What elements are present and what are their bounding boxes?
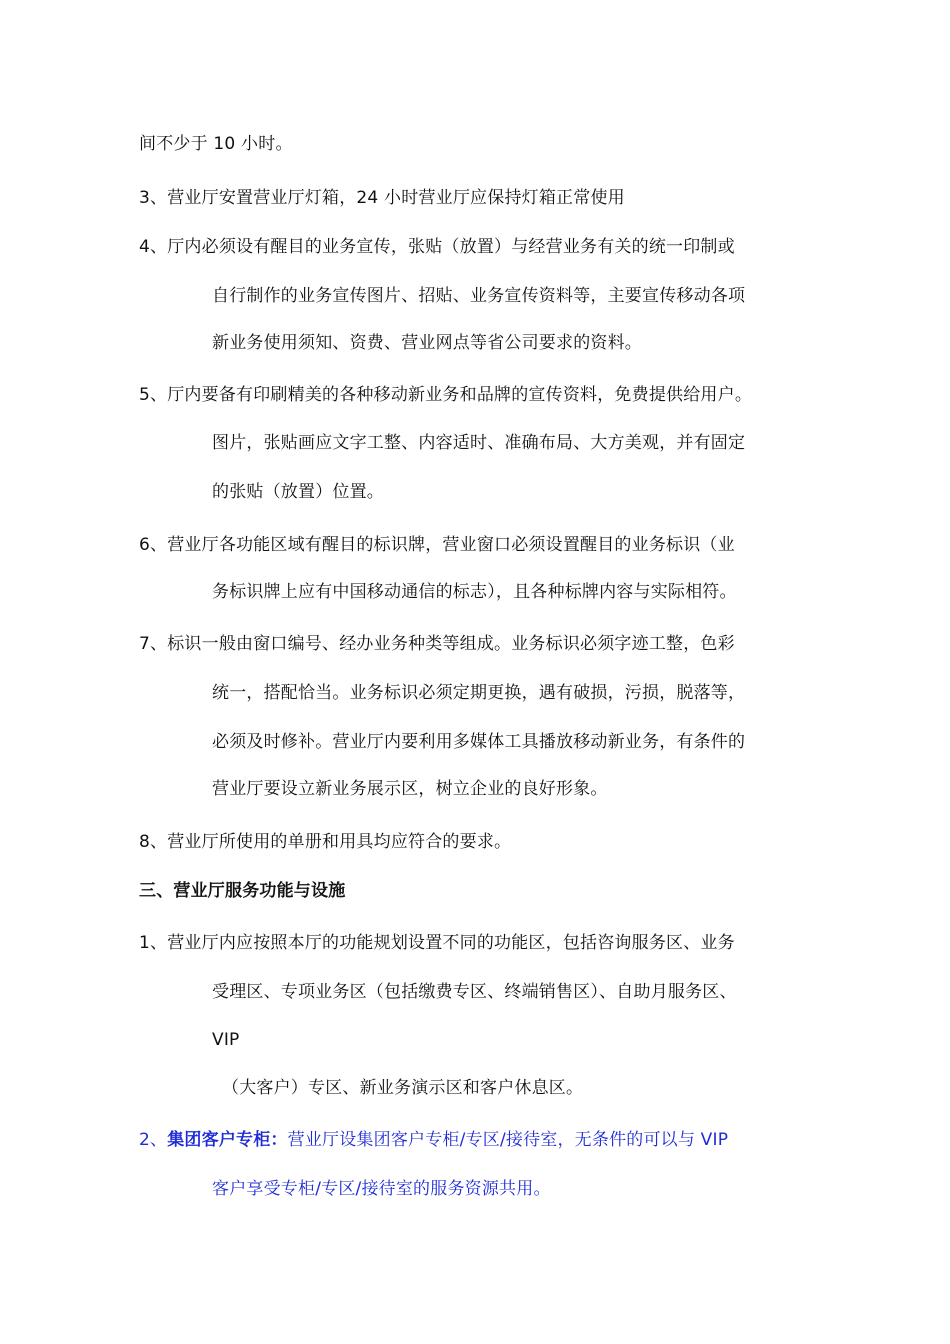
item-5-line-1: 5、厅内要备有印刷精美的各种移动新业务和品牌的宣传资料，免费提供给用户。 [139,385,753,405]
item-3-line: 3、营业厅安置营业厅灯箱，24 小时营业厅应保持灯箱正常使用 [139,188,625,208]
item-7-line-2: 统一，搭配恰当。业务标识必须定期更换，遇有破损，污损，脱落等， [212,683,746,703]
item-6-line-2: 务标识牌上应有中国移动通信的标志），且各种标牌内容与实际相符。 [212,582,737,602]
item-4-line-2: 自行制作的业务宣传图片、招贴、业务宣传资料等，主要宣传移动各项 [212,286,746,306]
item-number: 2、 [139,1130,168,1150]
section-item-1-line-4: （大客户）专区、新业务演示区和客户休息区。 [222,1078,584,1098]
item-5-line-2: 图片，张贴画应文字工整、内容适时、准确布局、大方美观，并有固定 [212,433,746,453]
section-item-2-line-2: 客户享受专柜/专区/接待室的服务资源共用。 [212,1179,551,1199]
item-7-line-3: 必须及时修补。营业厅内要利用多媒体工具播放移动新业务，有条件的 [212,732,746,752]
item-bold-label: 集团客户专柜： [167,1130,288,1150]
section-item-1-line-1: 1、营业厅内应按照本厅的功能规划设置不同的功能区，包括咨询服务区、业务 [139,933,735,953]
text-line-continuation: 间不少于 10 小时。 [139,134,293,154]
item-7-line-4: 营业厅要设立新业务展示区，树立企业的良好形象。 [212,779,608,799]
section-item-1-line-2: 受理区、专项业务区（包括缴费专区、终端销售区）、自助月服务区、 [212,982,737,1002]
item-4-line-1: 4、厅内必须设有醒目的业务宣传，张贴（放置）与经营业务有关的统一印制或 [139,237,735,257]
section-item-1-line-3: VIP [212,1030,240,1050]
item-6-line-1: 6、营业厅各功能区域有醒目的标识牌，营业窗口必须设置醒目的业务标识（业 [139,535,735,555]
item-text: 营业厅设集团客户专柜/专区/接待室，无条件的可以与 VIP [287,1130,729,1150]
item-5-line-3: 的张贴（放置）位置。 [212,482,384,502]
item-8-line: 8、营业厅所使用的单册和用具均应符合的要求。 [139,832,512,852]
item-7-line-1: 7、标识一般由窗口编号、经办业务种类等组成。业务标识必须字迹工整，色彩 [139,634,735,654]
section-item-2-line-1 [139,1129,728,1151]
item-4-line-3: 新业务使用须知、资费、营业网点等省公司要求的资料。 [212,333,642,353]
section-heading: 三、营业厅服务功能与设施 [139,881,346,901]
